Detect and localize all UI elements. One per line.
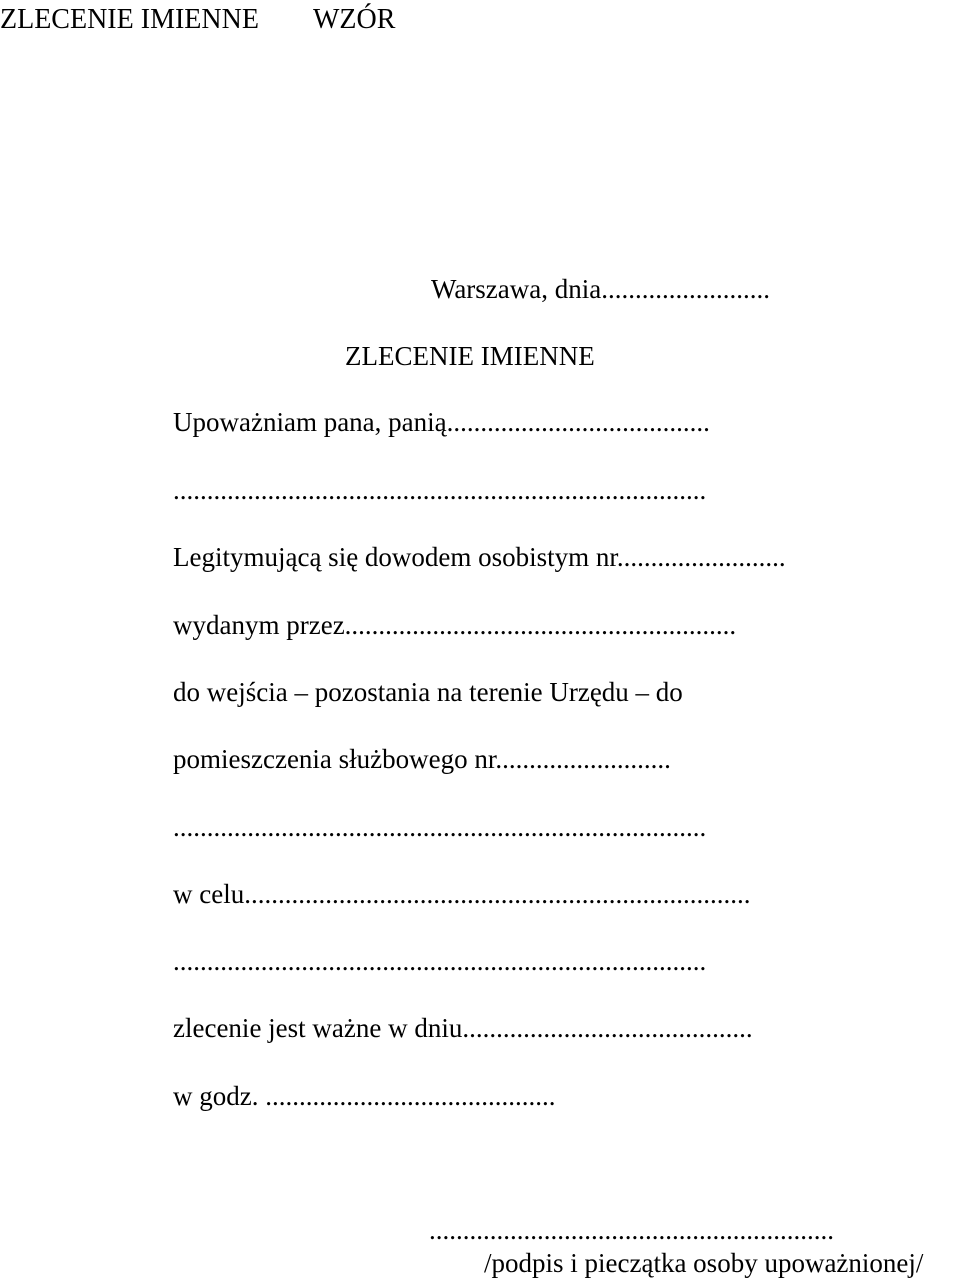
form-heading: ZLECENIE IMIENNE [345,341,595,371]
document-header [0,2,395,38]
header-title: ZLECENIE IMIENNE [0,4,259,35]
id-line: Legitymującą się dowodem osobistym nr......................... [173,542,786,572]
blank-line-1: ............................................................................... [173,475,707,505]
purpose-line-1: do wejścia – pozostania na terenie Urzędu – do [173,677,683,707]
purpose-line-2: pomieszczenia służbowego nr.......................... [173,744,671,774]
valid-line: zlecenie jest ważne w dniu........................................... [173,1013,753,1043]
place-date-line: Warszawa, dnia......................... [431,274,770,304]
issued-line: wydanym przez.......................................................... [173,610,737,640]
signature-dots: ............................................................ [429,1215,834,1245]
blank-line-3: ............................................................................... [173,946,707,976]
header-label: WZÓR [312,4,396,35]
authorize-line: Upoważniam pana, panią....................................... [173,407,710,437]
signature-caption: /podpis i pieczątka osoby upoważnionej/ [484,1248,924,1278]
blank-line-2: ............................................................................... [173,812,707,842]
hour-line: w godz. ........................................... [173,1081,556,1111]
goal-line: w celu........................................................................... [173,879,751,909]
